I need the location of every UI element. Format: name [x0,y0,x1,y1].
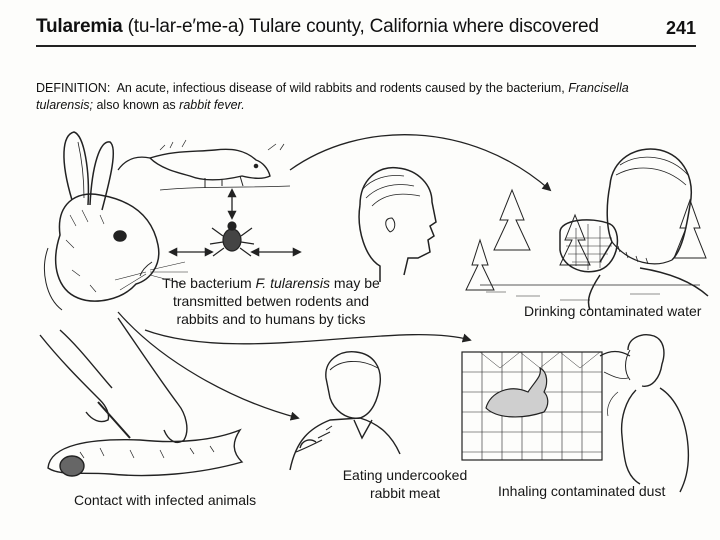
disease-alias: rabbit fever. [179,98,245,112]
definition-label: DEFINITION: [36,81,111,95]
page-number: 241 [665,18,696,38]
meat-caption-line-2: rabbit meat [369,485,441,501]
tick-transmission-caption [150,274,392,328]
trees-icon [466,190,706,300]
caged-rabbit-icon [462,352,602,460]
tick-caption-organism: F. tularensis [255,275,330,291]
definition-text: An acute, infectious disease of wild rabbits and rodents caused by the bacterium, [116,81,565,95]
contact-caption: Contact with infected animals [74,492,257,508]
man-drinking-icon [560,149,708,310]
rodent-icon [118,140,290,190]
tick-icon [210,222,254,256]
organism-genus: Francisella [568,81,629,95]
tick-caption-line-3: rabbits and to humans by ticks [176,311,366,327]
man-eating-icon [290,352,400,470]
human-head-icon [359,168,436,282]
organism-species: tularensis; [36,98,93,112]
term-origin: Tulare county, California where discovered [249,16,599,37]
definition-text-2: also known as [96,98,176,112]
water-caption: Drinking contaminated water [524,303,702,319]
dust-caption: Inhaling contaminated dust [498,483,666,499]
tick-caption-line-2: transmitted betwen rodents and [172,293,370,309]
pronunciation: (tu-lar-e′me-a) [127,16,245,37]
meat-caption-line-1: Eating undercooked [342,467,468,483]
meat-caption [330,466,480,502]
tick-caption-line-1: The bacterium F. tularensis may be [162,275,380,291]
term-title: Tularemia [36,16,123,37]
man-inhaling-icon [600,335,688,492]
hands-skinning-rabbit-icon [40,318,242,476]
